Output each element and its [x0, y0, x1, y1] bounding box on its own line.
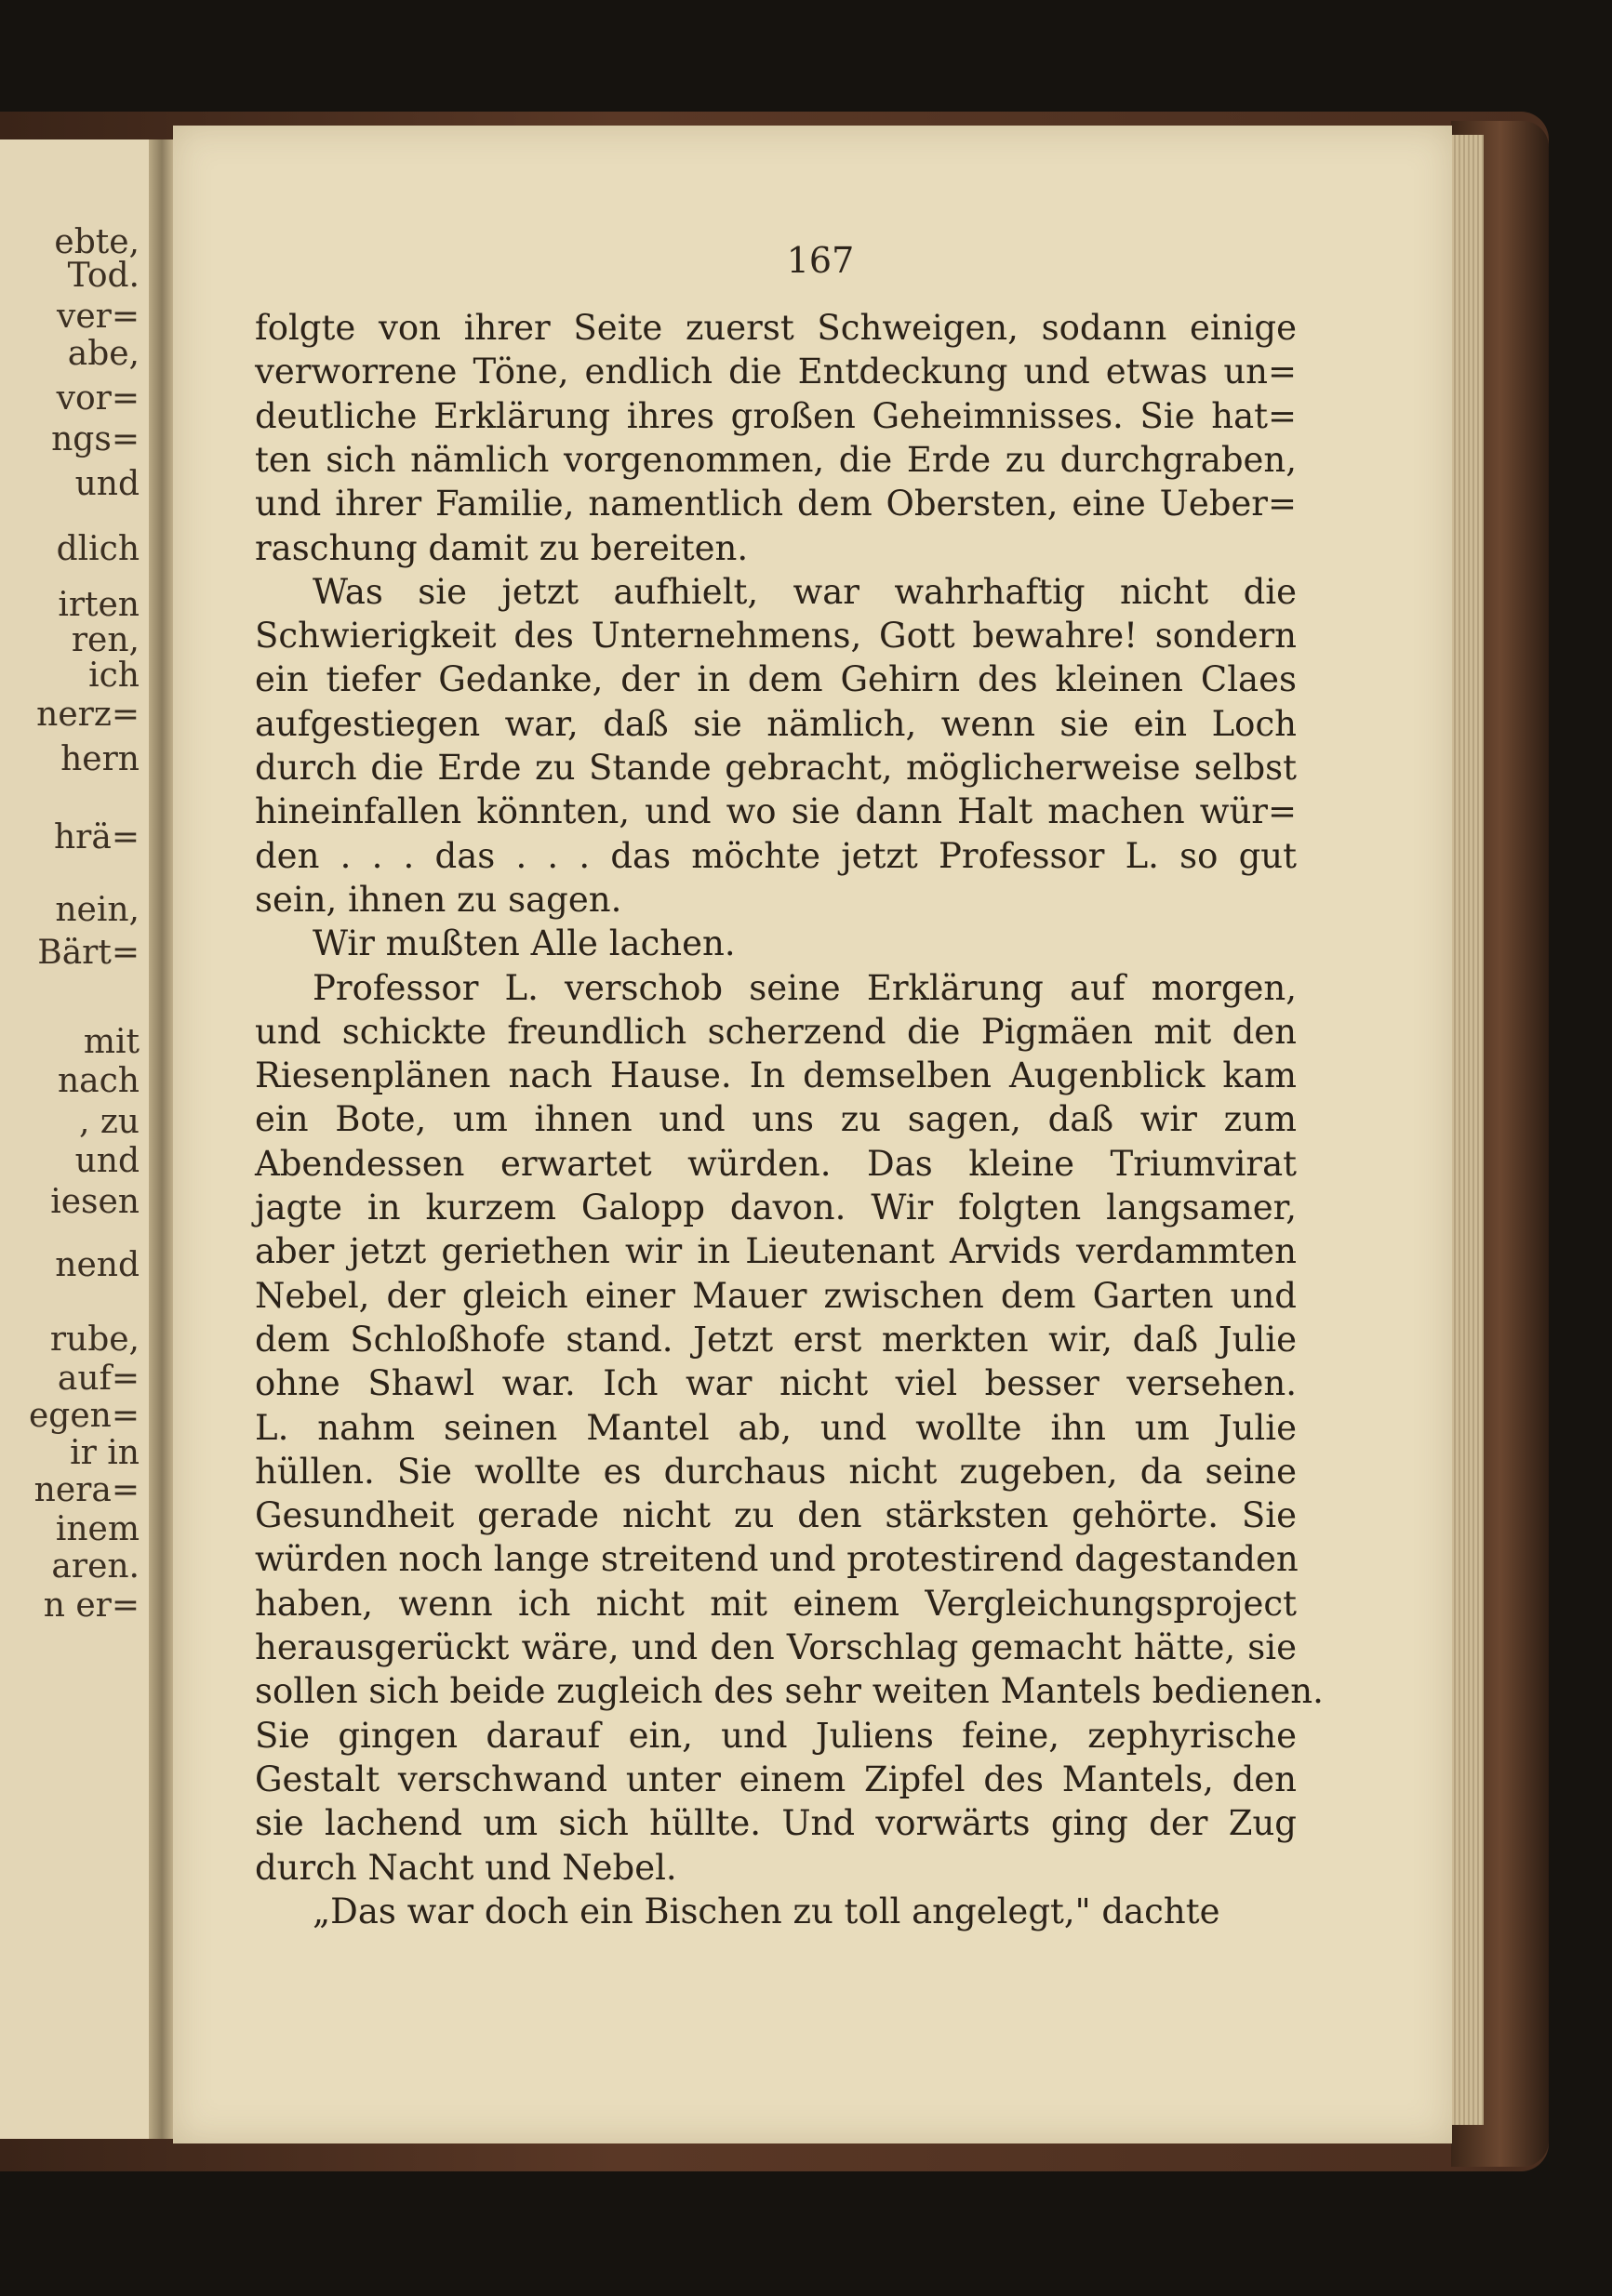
- page-stack: [1446, 135, 1484, 2125]
- left-page-fragment: ebte,: [54, 223, 140, 261]
- left-page-fragment: n er=: [43, 1586, 140, 1625]
- left-page-fragment: ver=: [56, 298, 140, 336]
- left-page-fragment: ngs=: [51, 420, 140, 458]
- book-gutter: [149, 139, 175, 2139]
- text-line: Wir mußten Alle lachen.: [313, 923, 736, 964]
- text-line: und schickte freundlich scherzend die Pigmäen mit den: [255, 1011, 1297, 1052]
- left-page-fragment: irten: [58, 586, 140, 624]
- text-line: dem Schloßhofe stand. Jetzt erst merkten wir, daß Julie: [255, 1319, 1297, 1360]
- left-page-fragment: nera=: [33, 1471, 140, 1509]
- left-page: [0, 139, 149, 2139]
- left-page-fragment: ich: [88, 657, 140, 695]
- text-line: haben, wenn ich nicht mit einem Vergleichungsproject: [255, 1583, 1297, 1624]
- left-page-fragment: abe,: [67, 335, 140, 373]
- text-line: L. nahm seinen Mantel ab, und wollte ihn um Julie: [255, 1407, 1297, 1448]
- text-line: folgte von ihrer Seite zuerst Schweigen, sodann einige: [255, 308, 1297, 348]
- text-line: ein Bote, um ihnen und uns zu sagen, daß wir zum: [255, 1099, 1297, 1140]
- text-line: würden noch lange streitend und protestirend dagestanden: [255, 1539, 1299, 1580]
- left-page-fragment: aren.: [51, 1547, 140, 1586]
- left-page-fragment: , zu: [78, 1103, 140, 1141]
- text-line: sein, ihnen zu sagen.: [255, 879, 622, 920]
- left-page-fragment: hern: [60, 740, 140, 778]
- text-line: durch Nacht und Nebel.: [255, 1847, 677, 1888]
- right-page: [173, 126, 1452, 2143]
- text-line: den . . . das . . . das möchte jetzt Professor L. so gut: [255, 835, 1297, 876]
- text-line: „Das war doch ein Bischen zu toll angelegt," dachte: [313, 1891, 1220, 1931]
- left-page-fragment: und: [74, 1142, 140, 1180]
- left-page-fragment: nein,: [55, 891, 140, 929]
- text-line: Gesundheit gerade nicht zu den stärksten gehörte. Sie: [255, 1495, 1297, 1536]
- text-line: Professor L. verschob seine Erklärung auf morgen,: [313, 967, 1297, 1008]
- text-line: Was sie jetzt aufhielt, war wahrhaftig nicht die: [313, 571, 1297, 612]
- text-line: sollen sich beide zugleich des sehr weiten Mantels bedienen.: [255, 1671, 1324, 1712]
- left-page-fragment: vor=: [56, 379, 140, 418]
- left-page-fragment: iesen: [50, 1183, 140, 1221]
- left-page-fragment: ren,: [71, 621, 140, 659]
- text-line: Sie gingen darauf ein, und Juliens feine, zephyrische: [255, 1715, 1297, 1756]
- left-page-fragment: hrä=: [53, 818, 140, 856]
- text-line: Nebel, der gleich einer Mauer zwischen dem Garten und: [255, 1275, 1297, 1316]
- left-page-fragment: nend: [55, 1246, 140, 1284]
- left-page-fragment: auf=: [57, 1360, 140, 1398]
- text-line: raschung damit zu bereiten.: [255, 527, 749, 568]
- left-page-fragment: nerz=: [36, 696, 140, 734]
- left-page-fragment: Bärt=: [37, 934, 140, 972]
- left-page-fragment: ir in: [70, 1434, 140, 1472]
- text-line: durch die Erde zu Stande gebracht, möglicherweise selbst: [255, 748, 1297, 788]
- text-line: Gestalt verschwand unter einem Zipfel des Mantels, den: [255, 1758, 1297, 1799]
- text-line: Riesenplänen nach Hause. In demselben Augenblick kam: [255, 1055, 1297, 1096]
- text-line: hüllen. Sie wollte es durchaus nicht zugeben, da seine: [255, 1451, 1297, 1492]
- text-line: ein tiefer Gedanke, der in dem Gehirn des kleinen Claes: [255, 659, 1297, 700]
- left-page-fragment: nach: [58, 1062, 140, 1100]
- left-page-fragment: rube,: [49, 1321, 140, 1359]
- text-line: jagte in kurzem Galopp davon. Wir folgten langsamer,: [255, 1188, 1297, 1228]
- text-line: ohne Shawl war. Ich war nicht viel besser versehen.: [255, 1363, 1297, 1404]
- text-line: herausgerückt wäre, und den Vorschlag gemacht hätte, sie: [255, 1627, 1297, 1667]
- left-page-fragment: dlich: [56, 530, 140, 568]
- text-line: ten sich nämlich vorgenommen, die Erde zu durchgraben,: [255, 439, 1297, 480]
- text-line: aber jetzt geriethen wir in Lieutenant Arvids verdammten: [255, 1231, 1297, 1272]
- text-line: hineinfallen könnten, und wo sie dann Halt machen wür=: [255, 791, 1297, 832]
- left-page-fragment: und: [74, 465, 140, 503]
- text-line: deutliche Erklärung ihres großen Geheimnisses. Sie hat=: [255, 395, 1297, 436]
- left-page-fragment: inem: [55, 1510, 140, 1548]
- text-line: verworrene Töne, endlich die Entdeckung und etwas un=: [255, 352, 1297, 392]
- left-page-fragment: egen=: [28, 1397, 140, 1435]
- left-page-fragment: mit: [83, 1023, 140, 1061]
- text-line: Schwierigkeit des Unternehmens, Gott bewahre! sondern: [255, 616, 1297, 657]
- text-line: und ihrer Familie, namentlich dem Obersten, eine Ueber=: [255, 484, 1297, 524]
- left-page-fragment: Tod.: [67, 257, 140, 295]
- page-number: 167: [786, 240, 855, 281]
- text-line: Abendessen erwartet würden. Das kleine Triumvirat: [255, 1143, 1297, 1184]
- text-line: sie lachend um sich hüllte. Und vorwärts ging der Zug: [255, 1803, 1297, 1844]
- text-line: aufgestiegen war, daß sie nämlich, wenn sie ein Loch: [255, 703, 1297, 744]
